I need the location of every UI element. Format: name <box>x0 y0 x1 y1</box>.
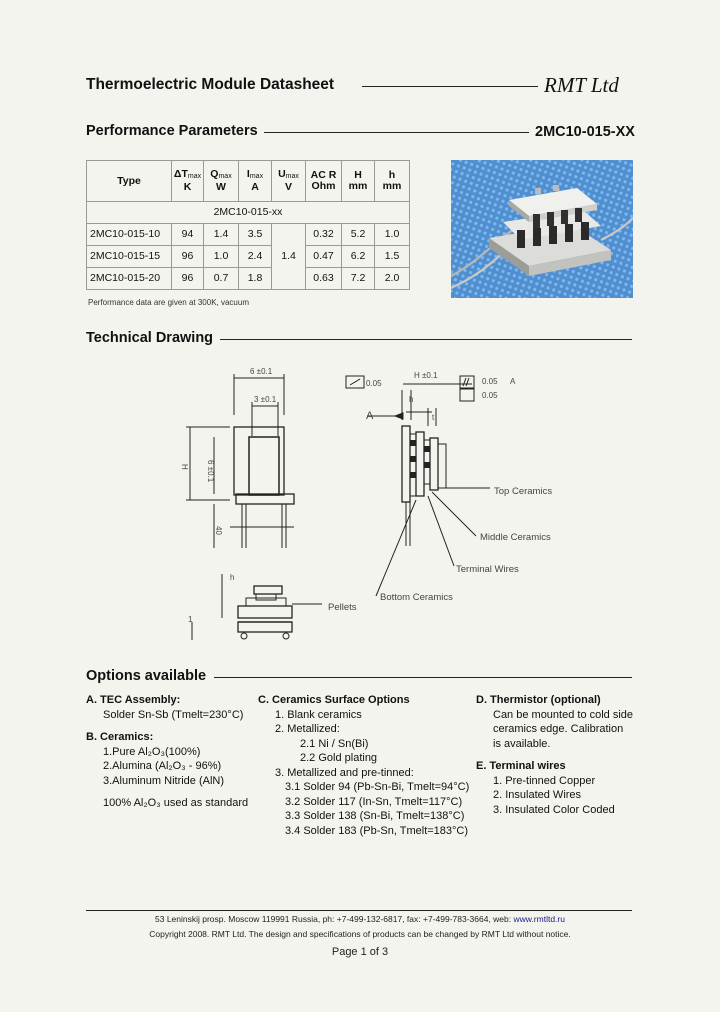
group-label: 2MC10-015-xx <box>87 202 410 224</box>
table-row <box>87 268 410 290</box>
option-d-title: D. Thermistor (optional) <box>476 694 601 706</box>
footer-rule <box>86 910 632 911</box>
product-photo <box>451 160 633 298</box>
option-c-subitem: 3.3 Solder 138 (Sn-Bi, Tmelt=138°C) <box>285 810 465 822</box>
dim-width-top: 6 ±0.1 <box>250 367 273 376</box>
cell-q: 1.0 <box>204 246 239 268</box>
option-c-subitem: 3.2 Solder 117 (In-Sn, Tmelt=117°C) <box>285 795 463 808</box>
table-group-row <box>87 202 410 224</box>
option-e-item: 2. Insulated Wires <box>493 789 582 801</box>
cell-H: 5.2 <box>342 224 375 246</box>
cell-dt: 94 <box>172 224 204 246</box>
cell-acr: 0.32 <box>306 224 342 246</box>
cell-h: 2.0 <box>375 268 410 290</box>
document-title: Thermoelectric Module Datasheet <box>86 76 335 93</box>
dim-height-inner: 6 ±0.1 <box>206 460 215 483</box>
cell-q: 0.7 <box>204 268 239 290</box>
cell-dt: 96 <box>172 246 204 268</box>
table-row <box>87 246 410 268</box>
col-umax: Umax V <box>272 161 306 202</box>
page-number: Page 1 of 3 <box>331 946 389 958</box>
col-type: Type <box>87 161 172 202</box>
option-b-note: 100% Al₂O₃ used as standard <box>103 797 249 809</box>
brand-logo: RMT Ltd <box>544 73 619 97</box>
footer-copyright: Copyright 2008. RMT Ltd. The design and specifications of products can be changed by RMT Ltd without notice. <box>149 929 571 939</box>
col-acr: AC R Ohm <box>306 161 342 202</box>
option-b-title: B. Ceramics: <box>86 731 154 743</box>
cell-type: 2MC10-015-15 <box>87 246 172 268</box>
dim-side-h: h <box>409 395 414 404</box>
performance-rule <box>264 132 529 133</box>
dim-flatness: 0.05 <box>366 379 382 388</box>
option-d-line: ceramics edge. Calibration <box>493 723 624 735</box>
cell-h: 1.0 <box>375 224 410 246</box>
cell-umax: 1.4 <box>272 224 306 290</box>
model-code: 2MC10-015-XX <box>535 124 635 140</box>
option-c-item: 2. Metallized: <box>275 723 340 735</box>
cell-H: 6.2 <box>342 246 375 268</box>
option-c-subitem: 3.1 Solder 94 (Pb-Sn-Bi, Tmelt=94°C) <box>285 781 470 793</box>
options-col-d-e <box>476 693 646 817</box>
col-imax: Imax A <box>239 161 272 202</box>
performance-table <box>86 160 410 290</box>
table-header-row <box>87 161 410 202</box>
option-b-item: 1.Pure Al₂O₃(100%) <box>103 745 201 758</box>
option-c-subitem: 3.4 Solder 183 (Pb-Sn, Tmelt=183°C) <box>285 824 469 837</box>
options-heading: Options available <box>86 668 207 684</box>
drawing-heading: Technical Drawing <box>86 330 214 346</box>
cell-q: 1.4 <box>204 224 239 246</box>
cell-H: 7.2 <box>342 268 375 290</box>
performance-heading: Performance Parameters <box>86 123 258 139</box>
dim-flatness-2: 0.05 <box>482 391 498 400</box>
options-col-c <box>258 693 473 838</box>
option-a-title: A. TEC Assembly: <box>86 694 181 706</box>
label-terminal-wires: Terminal Wires <box>456 564 519 575</box>
dim-inner-width: 3 ±0.1 <box>254 395 277 404</box>
options-rule <box>214 677 632 678</box>
option-c-subitem: 2.1 Ni / Sn(Bi) <box>300 737 369 750</box>
cell-type: 2MC10-015-20 <box>87 268 172 290</box>
performance-note: Performance data are given at 300K, vacuum <box>88 298 249 307</box>
option-e-item: 1. Pre-tinned Copper <box>493 774 596 787</box>
dim-height-total: H <box>180 464 189 470</box>
option-e-item: 3. Insulated Color Coded <box>493 803 615 816</box>
option-b-item: 2.Alumina (Al₂O₃ - 96%) <box>103 760 222 772</box>
label-pellets: Pellets <box>328 602 357 613</box>
technical-drawing <box>170 360 590 650</box>
dim-parallel: 0.05 <box>482 377 498 386</box>
dim-datum: A <box>510 377 516 386</box>
option-d-line: Can be mounted to cold side <box>493 708 634 721</box>
label-bottom-ceramics: Bottom Ceramics <box>380 592 453 603</box>
col-H: H mm <box>342 161 375 202</box>
table-row <box>87 224 410 246</box>
label-middle-ceramics: Middle Ceramics <box>480 532 551 543</box>
cell-i: 3.5 <box>239 224 272 246</box>
cell-dt: 96 <box>172 268 204 290</box>
option-a-item: Solder Sn-Sb (Tmelt=230°C) <box>103 708 244 721</box>
col-h: h mm <box>375 161 410 202</box>
cell-i: 1.8 <box>239 268 272 290</box>
cell-i: 2.4 <box>239 246 272 268</box>
cell-type: 2MC10-015-10 <box>87 224 172 246</box>
header-rule <box>362 86 538 87</box>
col-dtmax: ΔTmax K <box>172 161 204 202</box>
address-text: 53 Leninskij prosp. Moscow 119991 Russia, ph: +7-499-132-6817, fax: +7-499-783-3664, web: <box>155 914 514 924</box>
label-top-ceramics: Top Ceramics <box>494 486 553 497</box>
dim-bottom-h: h <box>230 573 235 582</box>
dim-h: H ±0.1 <box>414 371 438 380</box>
web-link[interactable]: www.rmtltd.ru <box>513 914 565 924</box>
footer-address <box>0 914 720 924</box>
options-col-a-b <box>86 693 256 811</box>
cell-h: 1.5 <box>375 246 410 268</box>
dim-wire-len: 40 <box>214 526 223 535</box>
option-c-item: 3. Metallized and pre-tinned: <box>275 766 414 779</box>
option-c-item: 1. Blank ceramics <box>275 708 362 721</box>
drawing-rule <box>220 339 632 340</box>
option-c-subitem: 2.2 Gold plating <box>300 752 378 764</box>
option-d-line: is available. <box>493 737 551 750</box>
cell-acr: 0.63 <box>306 268 342 290</box>
datum-arrow-label: A <box>366 410 374 422</box>
dim-side-t: t <box>432 413 435 422</box>
dim-bottom-1: 1 <box>188 615 193 624</box>
option-e-title: E. Terminal wires <box>476 760 566 772</box>
col-qmax: Qmax W <box>204 161 239 202</box>
cell-acr: 0.47 <box>306 246 342 268</box>
option-b-item: 3.Aluminum Nitride (AlN) <box>103 774 225 787</box>
option-c-title: C. Ceramics Surface Options <box>258 694 410 706</box>
